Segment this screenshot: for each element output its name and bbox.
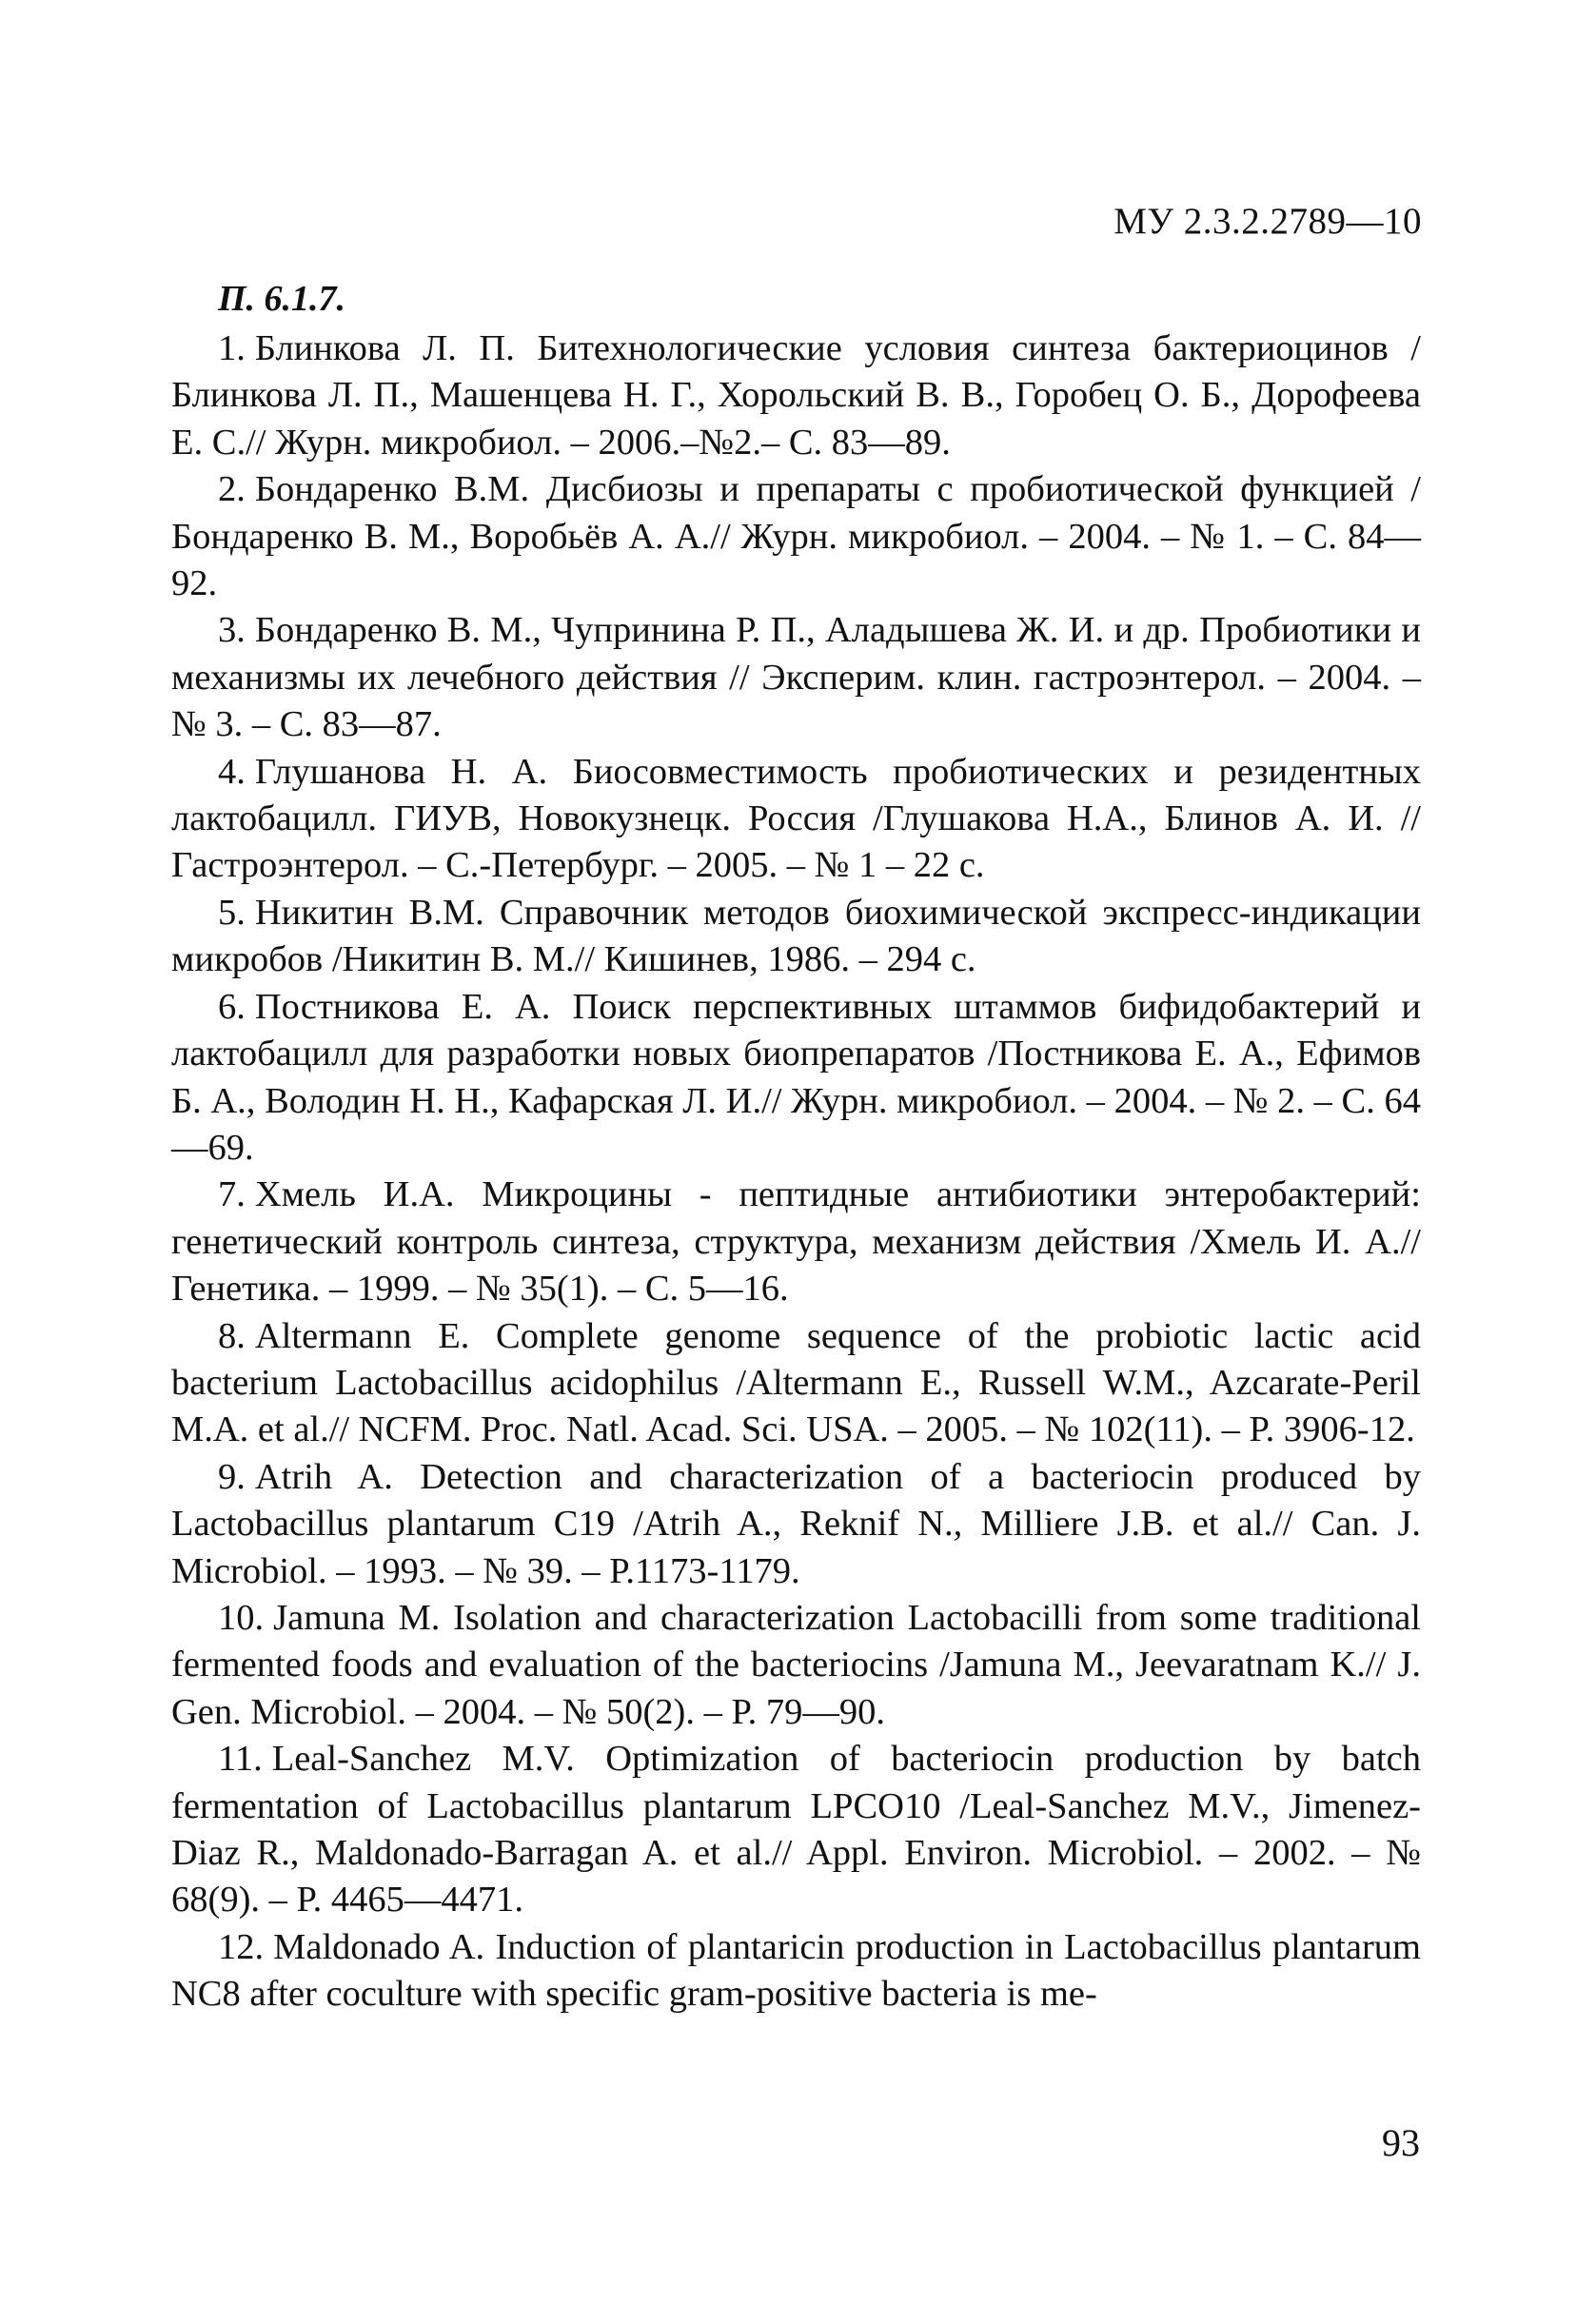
reference-list	[171, 325, 1421, 2019]
reference-text: Leal-Sanchez M.V. Optimization of bacteriocin production by batch fermentation of Lactobacillus plantarum LPCO10 /Leal-Sanchez M.V., Jimenez-Diaz R., Maldonado-Barragan A. et al.// Appl. Environ. Microbiol. – 2002. – № 68(9). – P. 4465—4471.	[171, 1739, 1421, 1921]
reference-number: 10.	[218, 1597, 265, 1638]
reference-number: 6.	[218, 986, 246, 1027]
reference-number: 9.	[218, 1456, 246, 1497]
reference-text: Altermann E. Complete genome sequence of the probiotic lactic acid bacterium Lactobacillus acidophilus /Altermann E., Russell W.M., Azcarate-Peril M.A. et al.// NCFM. Proc. Natl. Acad. Sci. USA. – 2005. – № 102(11). – P. 3906-12.	[171, 1315, 1421, 1450]
reference-item	[171, 1595, 1421, 1736]
reference-item	[171, 984, 1421, 1172]
reference-text: Блинкова Л. П. Битехнологические условия синтеза бактериоцинов /Блинкова Л. П., Машенцева Н. Г., Хорольский В. В., Горобец О. Б., Дорофеева Е. С.// Журн. микробиол. – 2006.–№2.– С. 83—89.	[171, 328, 1421, 463]
reference-number: 4.	[218, 751, 246, 792]
reference-text: Бондаренко В. М., Чупринина Р. П., Аладышева Ж. И. и др. Пробиотики и механизмы их лечебного действия // Эксперим. клин. гастроэнтерол. – 2004. – № 3. – С. 83—87.	[171, 610, 1421, 745]
reference-item	[171, 466, 1421, 607]
reference-text: Atrih A. Detection and characterization of a bacteriocin produced by Lactobacillus plantarum C19 /Atrih A., Reknif N., Milliere J.B. et al.// Can. J. Microbiol. – 1993. – № 39. – P.1173-1179.	[171, 1456, 1421, 1591]
reference-number: 7.	[218, 1174, 246, 1215]
reference-number: 11.	[218, 1739, 263, 1780]
reference-item	[171, 890, 1421, 984]
reference-text: Jamuna M. Isolation and characterization Lactobacilli from some traditional fermented foods and evaluation of the bacteriocins /Jamuna M., Jeevaratnam K.// J. Gen. Microbiol. – 2004. – № 50(2). – P. 79—90.	[171, 1597, 1421, 1732]
reference-text: Maldonado A. Induction of plantaricin production in Lactobacillus plantarum NC8 after coculture with specific gram-positive bacteria is me-	[171, 1926, 1421, 2015]
reference-text: Хмель И.А. Микроцины - пептидные антибиотики энтеробактерий: генетический контроль синтеза, структура, механизм действия /Хмель И. А.// Генетика. – 1999. – № 35(1). – С. 5—16.	[171, 1174, 1421, 1310]
reference-item	[171, 1736, 1421, 1924]
reference-item	[171, 325, 1421, 466]
reference-number: 2.	[218, 469, 246, 510]
reference-item	[171, 1454, 1421, 1595]
section-label: П. 6.1.7.	[218, 279, 346, 319]
reference-text: Глушанова Н. А. Биосовместимость пробиотических и резидентных лактобацилл. ГИУВ, Новокузнецк. Россия /Глушакова Н.А., Блинов А. И. // Гастроэнтерол. – С.-Петербург. – 2005. – № 1 – 22 с.	[171, 751, 1421, 886]
reference-number: 3.	[218, 610, 246, 651]
reference-item	[171, 1172, 1421, 1312]
reference-number: 1.	[218, 328, 246, 368]
reference-item	[171, 607, 1421, 748]
reference-number: 8.	[218, 1315, 246, 1356]
reference-text: Никитин В.М. Справочник методов биохимической экспресс-индикации микробов /Никитин В. М.// Кишинев, 1986. – 294 с.	[171, 892, 1421, 980]
reference-item	[171, 749, 1421, 890]
reference-number: 12.	[218, 1926, 265, 1967]
reference-item	[171, 1924, 1421, 2019]
reference-text: Бондаренко В.М. Дисбиозы и препараты с пробиотической функцией /Бондаренко В. М., Воробьёв А. А.// Журн. микробиол. – 2004. – № 1. – С. 84—92.	[171, 469, 1421, 604]
page-number: 93	[1382, 2121, 1420, 2164]
reference-number: 5.	[218, 892, 246, 933]
reference-item	[171, 1313, 1421, 1454]
document-code: МУ 2.3.2.2789—10	[1113, 201, 1422, 242]
reference-text: Постникова Е. А. Поиск перспективных штаммов бифидобактерий и лактобацилл для разработки новых биопрепаратов /Постникова Е. А., Ефимов Б. А., Володин Н. Н., Кафарская Л. И.// Журн. микробиол. – 2004. – № 2. – С. 64—69.	[171, 986, 1421, 1168]
